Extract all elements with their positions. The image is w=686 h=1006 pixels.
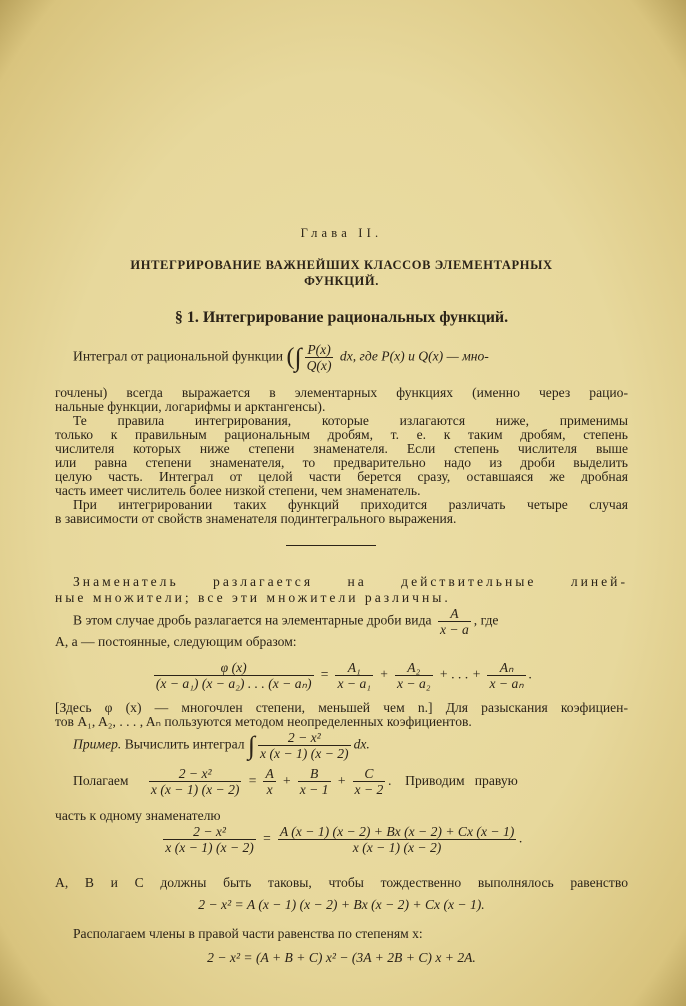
numerator: A xyxy=(438,606,471,622)
fraction xyxy=(487,660,525,691)
numerator: 2 − x² xyxy=(163,824,256,840)
text: Приводим правую xyxy=(405,772,518,788)
denominator: x − 1 xyxy=(299,782,329,797)
denominator: x (x − 1) (x − 2) xyxy=(260,746,349,761)
numerator: B xyxy=(298,766,331,782)
fraction xyxy=(438,606,471,637)
separator-rule xyxy=(286,545,376,546)
integral-sign: ∫ xyxy=(294,343,302,372)
numerator: 2 − x² xyxy=(149,766,242,782)
equation-identity: 2 − x² = A (x − 1) (x − 2) + Bx (x − 2) + Cx (x − 1). xyxy=(198,897,485,912)
case-line-1 xyxy=(55,606,628,637)
numerator: Aₙ xyxy=(487,660,525,676)
para-line: целую часть. Интеграл от целой части берется сразу, оставшаяся же дробная xyxy=(55,469,628,484)
note-line: [Здесь φ (x) — многочлен степени, меньшей чем n.] Для разыскания коэфициен- xyxy=(55,700,628,715)
para-line: в зависимости от свойств знаменателя подинтегрального выражения. xyxy=(55,511,457,526)
case-line-2: A, a — постоянные, следующим образом: xyxy=(55,634,297,649)
text: dx. xyxy=(353,736,370,752)
numerator: φ (x) xyxy=(154,660,314,676)
numerator: A xyxy=(265,766,274,781)
text: Вычислить интеграл xyxy=(124,736,245,752)
denominator: x (x − 1) (x − 2) xyxy=(165,840,254,855)
fraction xyxy=(263,766,275,797)
numerator: P(x) xyxy=(305,342,334,358)
denominator: x xyxy=(266,782,273,797)
fraction xyxy=(258,730,351,761)
para-line: Те правила интегрирования, которые излагаются ниже, применимы xyxy=(73,413,628,428)
set-line: Полагаем $\frac{\text{2 − x²}}{x (x - 1) (x - 2)}$ = $\frac{A}{x}$ + $\frac{B}{x - 1}$ + $\frac{C}{x - 2}$ . Приводим правую xyxy=(73,766,518,797)
example-line xyxy=(55,730,628,761)
fraction xyxy=(298,766,331,797)
para-line: только к правильным рациональным дробям, т. е. к таким дробям, степень xyxy=(55,427,628,442)
fraction xyxy=(353,766,386,797)
paren-open: ( xyxy=(286,344,295,370)
denominator: x − a₁ xyxy=(337,676,372,691)
numerator: C xyxy=(353,766,386,782)
text: , где xyxy=(473,612,499,628)
ellipsis: + . . . + xyxy=(438,666,482,682)
chapter-title-line2: ФУНКЦИЙ. xyxy=(304,274,379,288)
denominator: x − 2 xyxy=(354,782,384,797)
text-line: Располагаем члены в правой части равенства по степеням x: xyxy=(73,926,423,941)
case-heading-line2: ные множители; все эти множители различны. xyxy=(55,590,451,605)
denominator: Q(x) xyxy=(306,358,332,373)
text: Полагаем xyxy=(73,772,129,788)
denominator: x (x − 1) (x − 2) xyxy=(150,782,240,797)
chapter-title-line1: ИНТЕГРИРОВАНИЕ ВАЖНЕЙШИХ КЛАССОВ ЭЛЕМЕНТАРНЫХ xyxy=(130,258,553,272)
denominator: x − aₙ xyxy=(489,676,524,691)
fraction xyxy=(305,342,334,373)
section-title: § 1. Интегрирование рациональных функций. xyxy=(174,309,509,326)
para-line: часть имеет числитель более низкой степени, чем знаменатель. xyxy=(55,483,421,498)
denominator: x (x − 1) (x − 2) xyxy=(352,840,442,855)
example-label: Пример. xyxy=(73,736,122,752)
case-heading-line1: Знаменатель разлагается на действительные линей- xyxy=(73,574,628,589)
note-line: тов A₁, A₂, . . . , Aₙ пользуются методом неопределенных коэфициентов. xyxy=(55,714,472,729)
para-line: или равна степени знаменателя, то предварительно надо из дроби выделить xyxy=(55,455,628,470)
text: Интеграл от рациональной функции xyxy=(73,348,284,364)
equation-arranged: 2 − x² = (A + B + C) x² − (3A + 2B + C) x + 2A. xyxy=(207,950,476,965)
para-line: числителя которых ниже степени знаменателя. Если степень числителя выше xyxy=(55,441,628,456)
denominator: (x − a₁) (x − a₂) . . . (x − aₙ) xyxy=(155,676,312,691)
equation-partial-fractions: $\frac{\varphi (x)}{\text{(x − a₁) (x − a₂) . . . (x − aₙ)}}$ = $\frac{\text{A₁}}{\text{x − a₁}}$ + $\frac{\text{A₂}}{\text{x − a₂}}$ + . . . + $\frac{\text{Aₙ}}{\text{x − aₙ}}$ . xyxy=(155,660,533,691)
numerator: A (x − 1) (x − 2) + Bx (x − 2) + Cx (x − 1) xyxy=(279,824,515,839)
integral-sign: ∫ xyxy=(247,731,256,760)
equation-common-denominator: $\frac{\text{2 − x²}}{x (x - 1) (x - 2)}$ = $\frac{A (x - 1) (x - 2) + Bx (x - 2) + Cx (x - 1)}{x (x - 1) (x - 2)}$ . xyxy=(165,824,523,855)
fraction xyxy=(335,660,373,691)
numerator: A₁ xyxy=(335,660,373,676)
denominator: x − a₂ xyxy=(397,676,431,691)
intro-line-1 xyxy=(55,342,628,373)
numerator: 2 − x² xyxy=(258,730,351,746)
fraction xyxy=(154,660,314,691)
numerator: A₂ xyxy=(395,660,433,676)
denominator: x − a xyxy=(439,622,469,637)
text: В этом случае дробь разлагается на элементарные дроби вида xyxy=(73,612,432,628)
para-line: При интегрировании таких функций приходится различать четыре случая xyxy=(73,497,628,512)
text-line: A, B и C должны быть таковы, чтобы тождественно выполнялось равенство xyxy=(55,875,628,890)
chapter-label: Глава II. xyxy=(300,226,383,240)
text: dx, где P(x) и Q(x) — мно- xyxy=(339,348,489,364)
intro-line-2: гочлены) всегда выражается в элементарных функциях (именно через рацио- xyxy=(55,385,628,400)
fraction xyxy=(395,660,433,691)
intro-line-3: нальные функции, логарифмы и арктангенсы). xyxy=(55,399,326,414)
fraction xyxy=(163,824,256,855)
fraction xyxy=(278,824,516,855)
fraction xyxy=(149,766,242,797)
text-line: часть к одному знаменателю xyxy=(55,808,221,823)
